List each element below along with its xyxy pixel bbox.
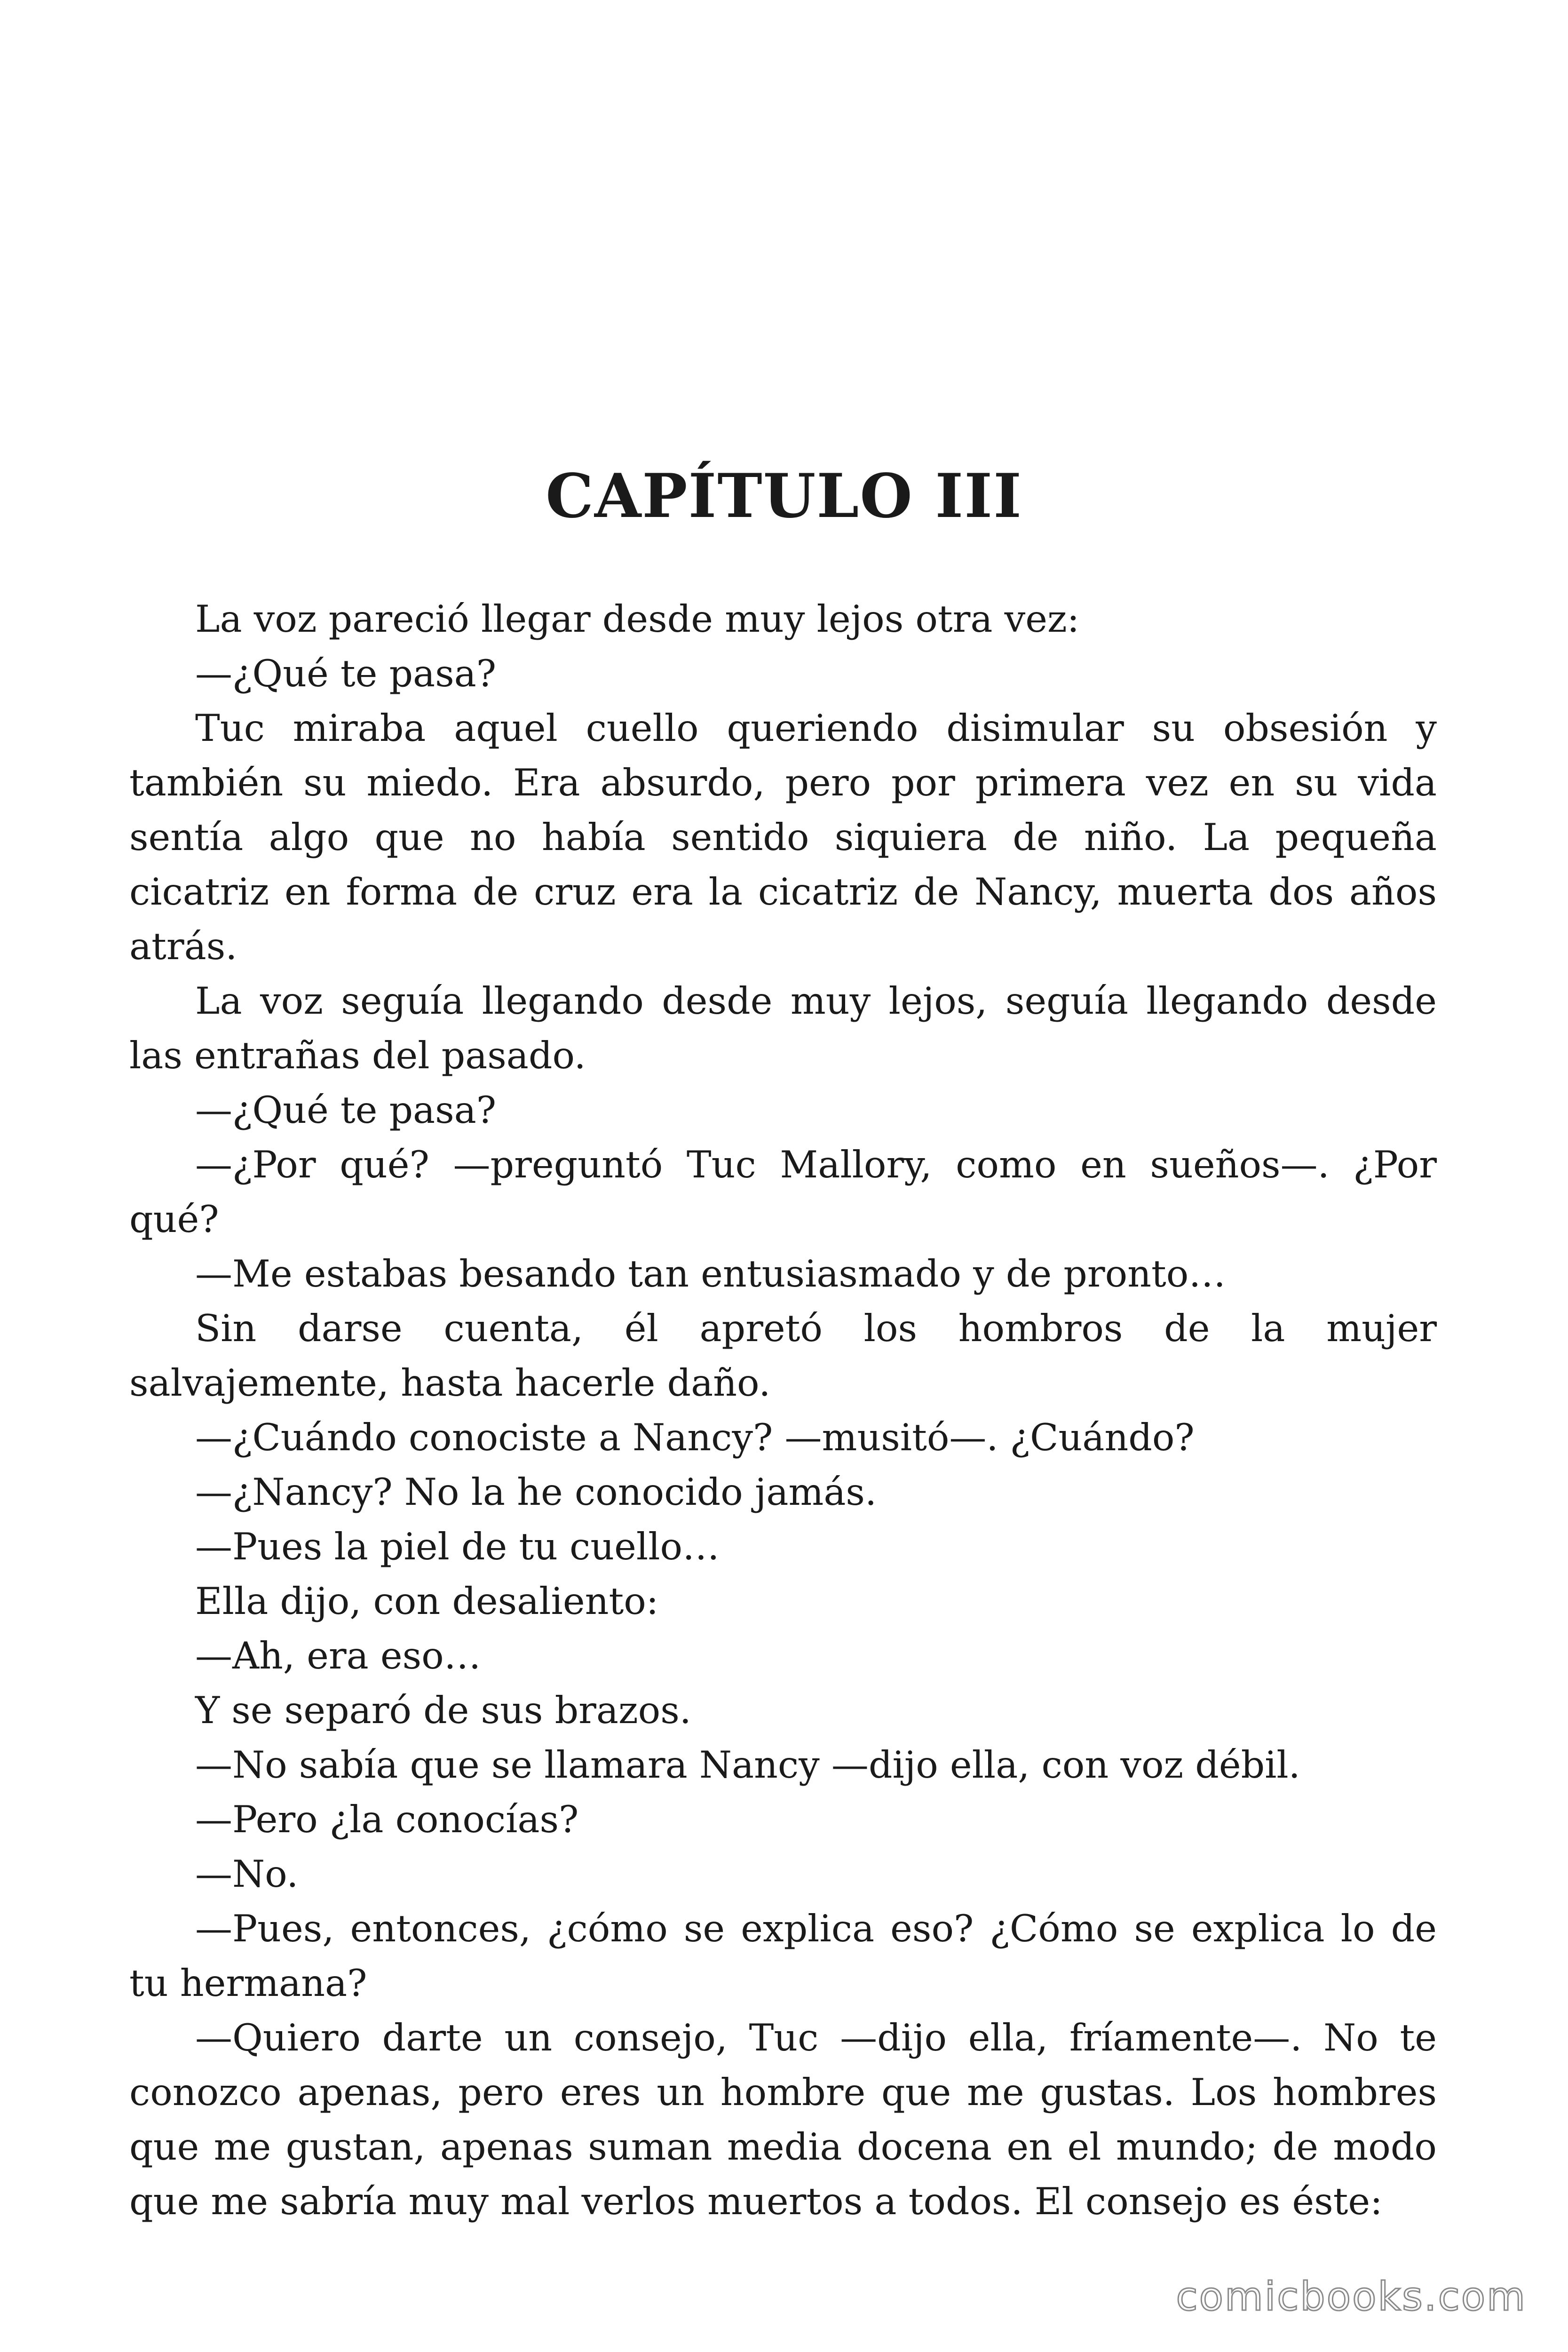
paragraph: —Me estabas besando tan entusiasmado y de pronto… [195, 1252, 1226, 1295]
paragraph: —¿Por qué? —preguntó Tuc Mallory, como en sueños—. ¿Por qué? [129, 1143, 1437, 1241]
paragraph: Tuc miraba aquel cuello queriendo disimular su obsesión y también su miedo. Era absurdo, pero por primera vez en su vida sentía algo que no había sentido siquiera de niño. La pequeña cicatriz en forma de cruz era la cicatriz de Nancy, muerta dos años atrás. [129, 707, 1437, 968]
paragraph: —Pero ¿la conocías? [195, 1798, 579, 1841]
chapter-title: CAPÍTULO III [546, 461, 1022, 532]
paragraph: —Pues, entonces, ¿cómo se explica eso? ¿Cómo se explica lo de tu hermana? [129, 1907, 1437, 2005]
paragraph: Sin darse cuenta, él apretó los hombros de la mujer salvajemente, hasta hacerle daño. [129, 1307, 1437, 1405]
paragraph: —No sabía que se llamara Nancy —dijo ella, con voz débil. [195, 1743, 1300, 1787]
paragraph: —¿Cuándo conociste a Nancy? —musitó—. ¿Cuándo? [195, 1416, 1195, 1459]
paragraph: La voz pareció llegar desde muy lejos otra vez: [195, 597, 1080, 641]
paragraph: —Quiero darte un consejo, Tuc —dijo ella, fríamente—. No te conozco apenas, pero eres un hombre que me gustas. Los hombres que me gustan, apenas suman media docena en el mundo; de modo que me sabría muy mal verlos muertos a todos. El consejo es éste: [129, 2016, 1437, 2223]
paragraph: —Ah, era eso… [195, 1634, 481, 1677]
paragraph: —No. [195, 1852, 299, 1896]
paragraph: —¿Qué te pasa? [195, 652, 497, 695]
paragraph: La voz seguía llegando desde muy lejos, seguía llegando desde las entrañas del pasado. [129, 979, 1437, 1077]
paragraph: Y se separó de sus brazos. [195, 1689, 691, 1732]
paragraph: Ella dijo, con desaliento: [195, 1580, 659, 1623]
chapter-body [129, 592, 1437, 2229]
watermark: comicbooks.com [1176, 2273, 1527, 2320]
paragraph: —¿Nancy? No la he conocido jamás. [195, 1470, 877, 1514]
paragraph: —Pues la piel de tu cuello… [195, 1525, 720, 1568]
paragraph: —¿Qué te pasa? [195, 1089, 497, 1132]
